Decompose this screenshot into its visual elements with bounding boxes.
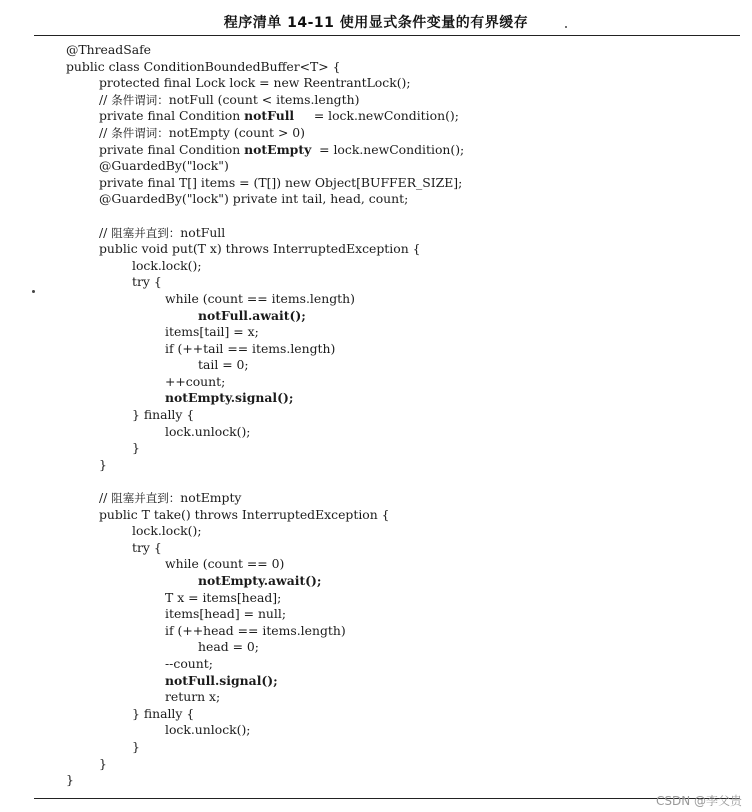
code-line [0, 490, 752, 507]
code-text: T x = items[head]; [165, 589, 282, 605]
code-comment-cjk: 阻塞并直到： [111, 491, 181, 506]
code-keyword-bold: notEmpty.signal(); [165, 390, 294, 406]
code-text: try { [132, 274, 162, 290]
code-text: while (count == items.length) [165, 290, 355, 306]
code-line [0, 108, 752, 125]
code-line [0, 241, 752, 258]
code-line [0, 158, 752, 175]
code-line [0, 225, 752, 242]
code-text: // [99, 224, 112, 240]
code-text: lock.lock(); [132, 523, 202, 539]
code-text: --count; [165, 655, 213, 671]
listing-title: 程序清单 14-11 使用显式条件变量的有界缓存 [223, 15, 529, 31]
code-text: @ThreadSafe [66, 42, 152, 57]
code-line [0, 291, 752, 308]
code-text: items[head] = null; [165, 606, 287, 622]
code-text: notEmpty [180, 490, 242, 506]
watermark: CSDN @李父贵 [655, 794, 742, 808]
top-rule [34, 35, 740, 36]
code-comment-cjk: 条件谓词： [111, 92, 169, 107]
code-text: notFull [180, 224, 226, 240]
code-line [0, 424, 752, 441]
code-line [0, 59, 752, 76]
code-line [0, 357, 752, 374]
code-text: // [99, 490, 112, 506]
code-line [0, 673, 752, 690]
code-text: if (++tail == items.length) [165, 340, 336, 356]
code-line [0, 772, 752, 789]
code-line [0, 756, 752, 773]
code-text: lock.unlock(); [165, 423, 251, 439]
code-text: } [99, 456, 107, 472]
code-text: items[tail] = x; [165, 324, 259, 340]
code-text: tail = 0; [198, 357, 249, 373]
scan-speck [565, 26, 567, 28]
code-keyword-bold: notFull.signal(); [165, 672, 278, 688]
code-text: public void put(T x) throws InterruptedException { [99, 241, 421, 257]
code-comment-cjk: 条件谓词： [111, 125, 169, 140]
code-line [0, 739, 752, 756]
code-line [0, 175, 752, 192]
bottom-rule [34, 798, 740, 799]
code-line [0, 407, 752, 424]
code-line [0, 191, 752, 208]
code-text: while (count == 0) [165, 556, 285, 572]
code-line [0, 523, 752, 540]
code-line [0, 706, 752, 723]
code-text: public T take() throws InterruptedException { [99, 506, 390, 522]
code-text: @GuardedBy("lock") [99, 158, 229, 174]
code-text: } [99, 755, 107, 771]
code-line [0, 656, 752, 673]
scan-speck [32, 290, 35, 293]
code-line [0, 689, 752, 706]
code-line [0, 573, 752, 590]
code-text: return x; [165, 689, 221, 705]
code-line [0, 324, 752, 341]
code-text: } [132, 738, 140, 754]
code-line [0, 75, 752, 92]
code-line [0, 92, 752, 109]
code-text: lock.unlock(); [165, 722, 251, 738]
code-keyword-bold: notFull.await(); [198, 307, 306, 323]
code-text: private final Condition [99, 108, 245, 124]
code-text: lock.lock(); [132, 257, 202, 273]
code-line [0, 42, 752, 59]
code-line [0, 274, 752, 291]
code-line [0, 258, 752, 275]
code-keyword-bold: notFull [244, 108, 295, 124]
code-text: = lock.newCondition(); [294, 108, 459, 124]
blank-line [0, 473, 752, 490]
code-text: } finally { [132, 407, 195, 423]
code-text: try { [132, 539, 162, 555]
code-text: protected final Lock lock = new ReentrantLock(); [99, 75, 411, 91]
code-text: if (++head == items.length) [165, 622, 346, 638]
code-line [0, 457, 752, 474]
code-text: ++count; [165, 373, 226, 389]
code-text: public class ConditionBoundedBuffer<T> { [66, 58, 341, 74]
code-text: notFull (count < items.length) [168, 91, 360, 107]
code-line [0, 308, 752, 325]
code-text: @GuardedBy("lock") private int tail, head, count; [99, 191, 409, 207]
code-comment-cjk: 阻塞并直到： [111, 225, 181, 240]
code-line [0, 590, 752, 607]
blank-line [0, 208, 752, 225]
code-text: = lock.newCondition(); [311, 141, 465, 157]
code-text: } finally { [132, 705, 195, 721]
code-listing [0, 42, 752, 789]
code-line [0, 556, 752, 573]
code-text: private final T[] items = (T[]) new Object[BUFFER_SIZE]; [99, 174, 463, 190]
code-line [0, 440, 752, 457]
code-line [0, 341, 752, 358]
code-line [0, 374, 752, 391]
code-line [0, 142, 752, 159]
code-line [0, 722, 752, 739]
code-text: head = 0; [198, 639, 259, 655]
code-keyword-bold: notEmpty [244, 141, 312, 157]
code-line [0, 125, 752, 142]
code-line [0, 540, 752, 557]
code-line [0, 390, 752, 407]
code-text: } [66, 772, 74, 788]
code-text: notEmpty (count > 0) [168, 124, 306, 140]
code-text: private final Condition [99, 141, 245, 157]
code-line [0, 623, 752, 640]
code-text: } [132, 440, 140, 456]
code-keyword-bold: notEmpty.await(); [198, 573, 322, 588]
code-text: // [99, 124, 112, 140]
code-text: // [99, 91, 112, 107]
code-line [0, 606, 752, 623]
code-line [0, 507, 752, 524]
code-line [0, 639, 752, 656]
